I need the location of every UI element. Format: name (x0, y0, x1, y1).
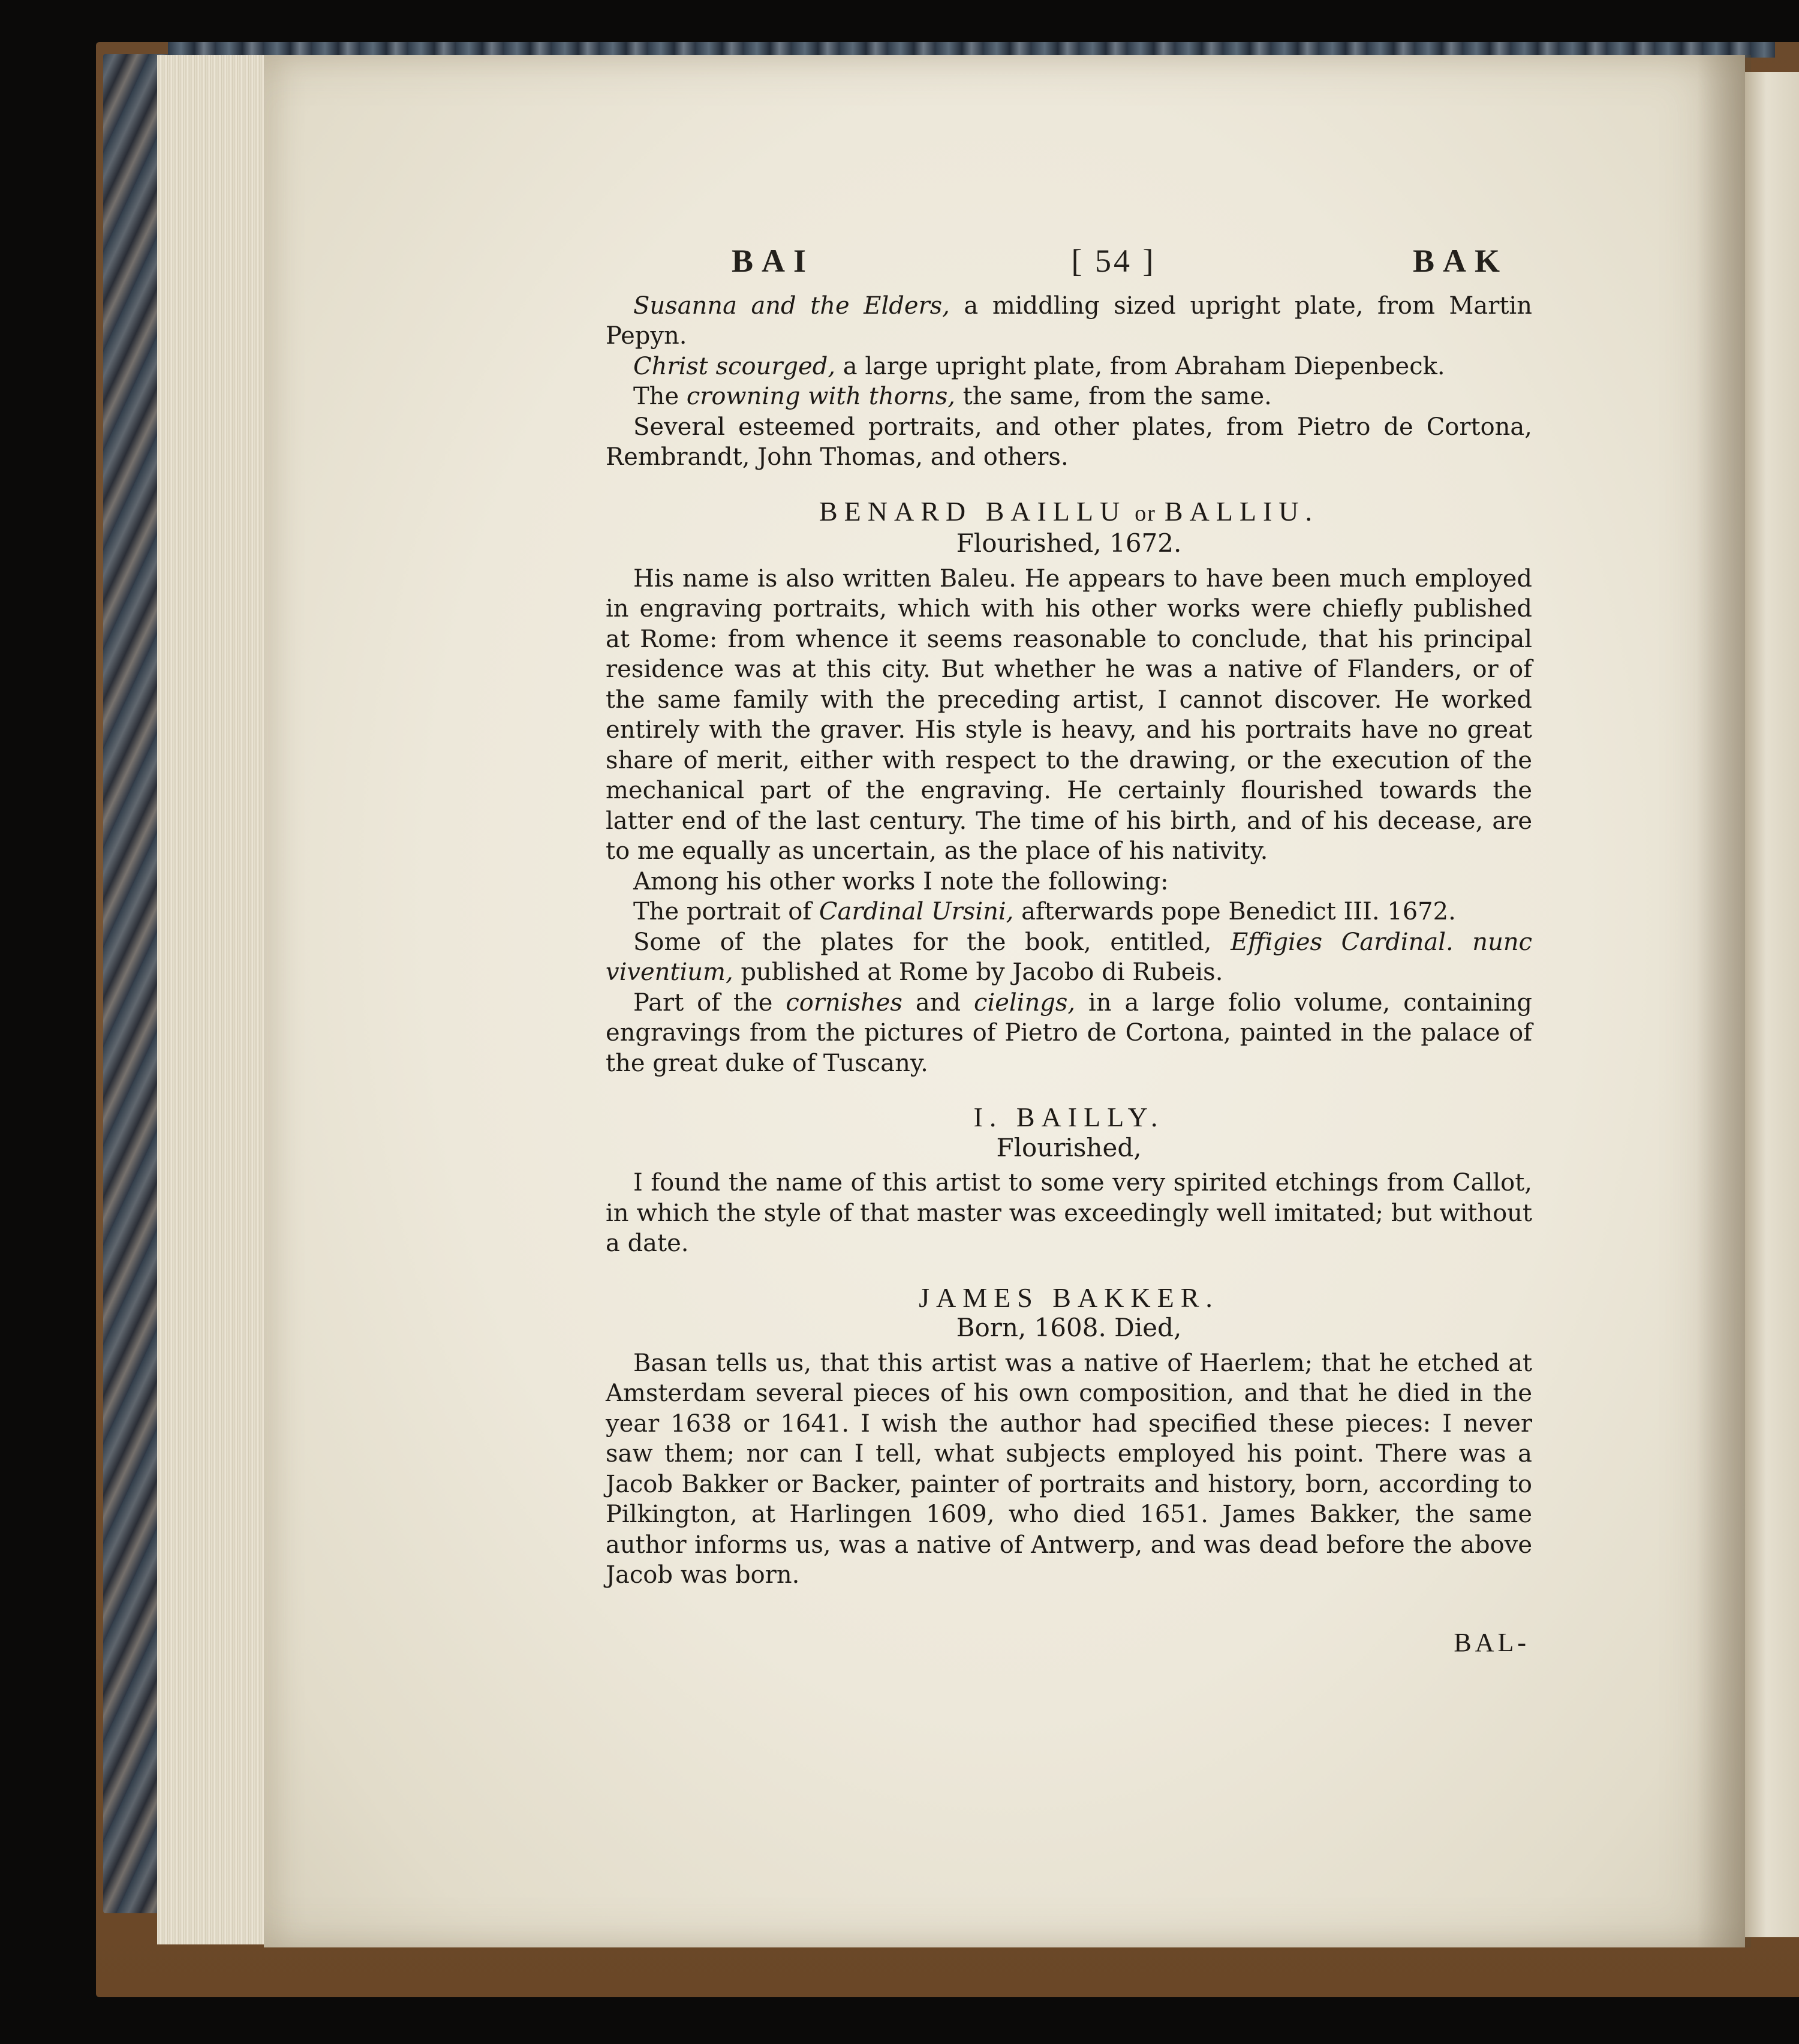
artist-heading-bakker: JAMES BAKKER. (919, 1282, 1219, 1313)
intro-entry-2 (606, 351, 1532, 382)
entry-text: in a large folio volume, containing engravings from the pictures of Pietro de Cortona, painted in the palace of the great duke of Tuscany. (606, 988, 1532, 1077)
entry-text: and (902, 988, 974, 1017)
work-title: Christ scourged, (633, 352, 836, 380)
entry-text: afterwards pope Benedict III. 1672. (1013, 898, 1456, 925)
artist-name-or: or (1135, 500, 1156, 526)
artist-heading-baillu (606, 497, 1532, 529)
entry-text: published at Rome by Jacobo di Rubeis. (733, 958, 1223, 986)
dates-line: Born, 1608. Died, (956, 1313, 1182, 1342)
work-title: cielings, (974, 988, 1076, 1017)
entry-text: The portrait of (633, 898, 819, 925)
page-number: [ 54 ] (1071, 243, 1156, 279)
flourished-line: Flourished, 1672. (956, 528, 1182, 558)
gutter-shadow (1697, 55, 1751, 1947)
text-block (606, 243, 1532, 1658)
baillu-work-3 (606, 988, 1532, 1079)
bailly-biography: I found the name of this artist to some very spirited etchings from Callot, in which the style of that master was exceedingly well imitated; but without a date. (606, 1169, 1532, 1257)
page-edges (157, 55, 266, 1944)
work-title: cornishes (786, 988, 902, 1017)
flourished-line: Flourished, (996, 1132, 1142, 1162)
intro-entry-3 (606, 381, 1532, 412)
artist-name: BENARD BAILLU (819, 495, 1127, 527)
intro-entry-1 (606, 291, 1532, 351)
running-head (606, 243, 1532, 279)
running-head-left: BAI (732, 243, 815, 279)
artist-name-alt: BALLIU. (1164, 495, 1319, 527)
entry-text: a large upright plate, from Abraham Diepenbeck. (835, 352, 1445, 380)
intro-entry-4: Several esteemed portraits, and other plates, from Pietro de Cortona, Rembrandt, John Thomas, and others. (606, 413, 1532, 471)
entry-text: the same, from the same. (955, 383, 1272, 410)
entry-text: The (633, 383, 687, 410)
artist-heading-bailly: I. BAILLY. (973, 1102, 1165, 1132)
entry-text: a middling sized upright plate, from Martin Pepyn. (606, 291, 1532, 350)
baillu-work-2 (606, 927, 1532, 988)
work-title: Cardinal Ursini, (819, 898, 1014, 925)
baillu-works-intro: Among his other works I note the following: (633, 867, 1169, 895)
work-title: crowning with thorns, (686, 383, 955, 410)
bakker-biography: Basan tells us, that this artist was a native of Haerlem; that he etched at Amsterdam several pieces of his own composition, and that he died in the year 1638 or 1641. I wish the author had specified these pieces: I never saw them; nor can I tell, what subjects employed his point. There was a Jacob Bakker or Backer, painter of portraits and history, born, according to Pilkington, at Harlingen 1609, who died 1651. James Bakker, the same author informs us, was a native of Antwerp, and was dead before the above Jacob was born. (606, 1349, 1532, 1589)
catchword: BAL- (1454, 1627, 1530, 1657)
work-title: Effigies Cardinal. nunc viventium, (606, 928, 1532, 986)
entry-text: Some of the plates for the book, entitled, (633, 928, 1231, 956)
facing-page-edge (1745, 72, 1799, 1937)
running-head-right: BAK (1412, 243, 1508, 279)
entry-text: Part of the (633, 988, 786, 1017)
baillu-biography: His name is also written Baleu. He appears to have been much employed in engraving portraits, which with his other works were chiefly published at Rome: from whence it seems reasonable to conclude, that his principal residence was at this city. But whether he was a native of Flanders, or of the same family with the preceding artist, I cannot discover. He worked entirely with the graver. His style is heavy, and his portraits have no great share of merit, either with respect to the drawing, or the execution of the mechanical part of the engraving. He certainly flourished towards the latter end of the last century. The time of his birth, and of his decease, are to me equally as uncertain, as the place of his nativity. (606, 564, 1532, 865)
work-title: Susanna and the Elders, (633, 291, 950, 320)
baillu-work-1 (606, 897, 1532, 927)
